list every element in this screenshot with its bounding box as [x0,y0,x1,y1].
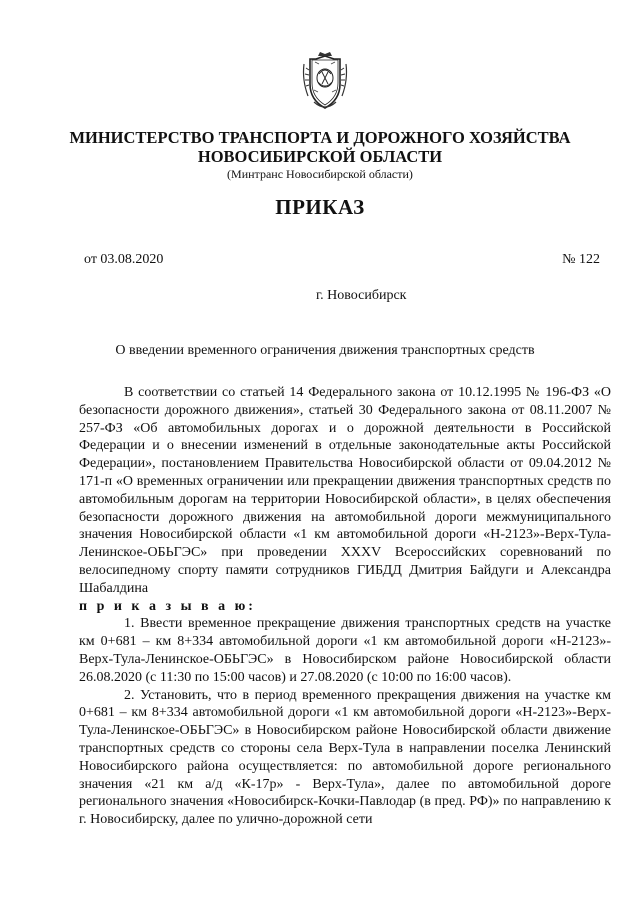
order-item-1: 1. Ввести временное прекращение движения транспортных средств на участке км 0+681 – км 8+334 автомобильной дороги «1 км автомобильной дороги «Н-2123»-Верх-Тула-Ленинское-ОБЬГЭС» в Новосибирском районе Новосибирской области 26.08.2020 (с 11:30 по 15:00 часов) и 27.08.2020 (с 10:00 по 16:00 часов). [79,616,611,685]
ministry-line-2: НОВОСИБИРСКОЙ ОБЛАСТИ [197,147,443,166]
order-date: от 03.08.2020 [84,252,164,267]
ministry-name [60,128,580,166]
ministry-line-1: МИНИСТЕРСТВО ТРАНСПОРТА И ДОРОЖНОГО ХОЗЯЙСТВА [69,128,571,147]
order-city: г. Новосибирск [316,288,407,303]
order-subject: О введении временного ограничения движения транспортных средств [115,343,535,358]
preamble-paragraph: В соответствии со статьей 14 Федерального закона от 10.12.1995 № 196-ФЗ «О безопасности дорожного движения», статьей 30 Федерального закона от 08.11.2007 № 257-ФЗ «Об автомобильных дорогах и о дорожной деятельности в Российской Федерации и о внесении изменений в отдельные законодательные акты Российской Федерации», постановлением Правительства Новосибирской области от 09.04.2012 № 171-п «О временных ограничении или прекращении движения транспортных средств по автомобильным дорогам на территории Новосибирской области», в целях обеспечения безопасности дорожного движения на автомобильной дороги межмуниципального значения Новосибирской области «1 км автомобильной дороги «Н-2123»-Верх-Тула-Ленинское-ОБЬГЭС» при проведении XXXV Всероссийских соревнований по велосипедному спорту памяти сотрудников ГИБДД Дмитрия Байдуги и Александра Шабалдина [79,385,611,596]
order-item-2: 2. Установить, что в период временного прекращения движения на участке км 0+681 – км 8+334 автомобильной дороги «1 км автомобильной дороги «Н-2123»-Верх-Тула-Ленинское-ОБЬГЭС» в Новосибирском районе Новосибирской области движение транспортных средств со стороны села Верх-Тула в направлении поселка Ленинский Новосибирского района осуществляется: по автомобильной дороге регионального значения «21 км а/д «К-17р» - Верх-Тула», далее по автомобильной дороге регионального значения «Новосибирск-Кочки-Павлодар (в пред. РФ)» по направлению к г. Новосибирску, далее по улично-дорожной сети [79,687,611,828]
coat-of-arms-icon [300,50,350,112]
order-number: № 122 [562,252,600,267]
order-body [79,384,611,829]
order-keyword: п р и к а з ы в а ю: [79,598,256,614]
document-type-title: ПРИКАЗ [275,195,365,219]
ministry-abbreviation: (Минтранс Новосибирской области) [227,167,413,181]
